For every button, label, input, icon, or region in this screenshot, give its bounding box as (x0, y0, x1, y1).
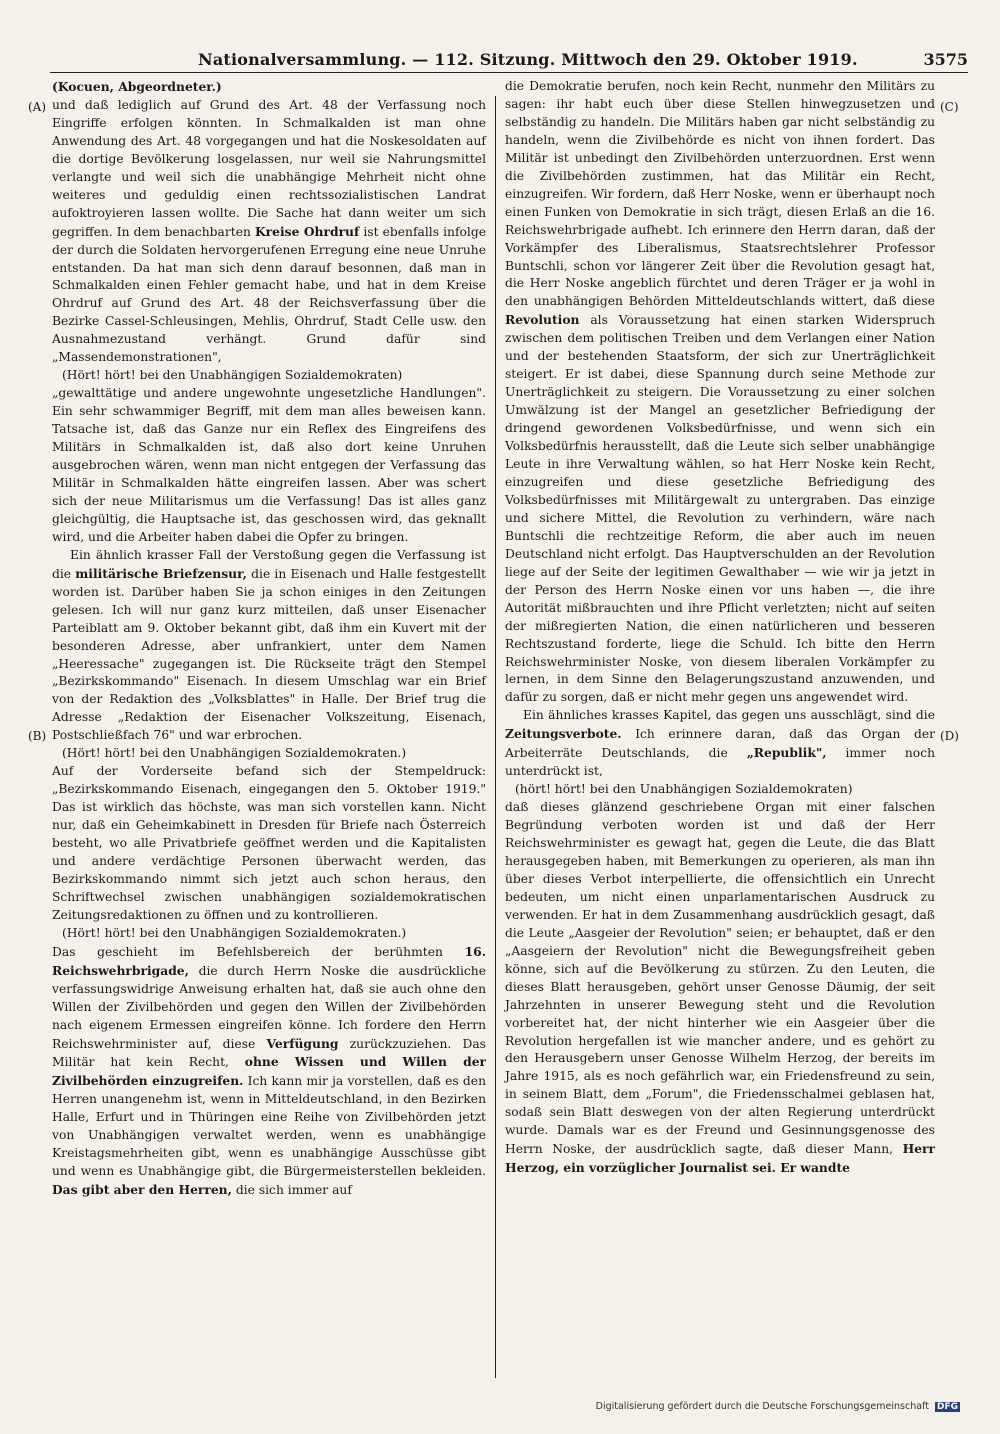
paragraph: und daß lediglich auf Grund des Art. 48 der Verfassung noch Eingriffe erfolgen könnten. In Schmalkalden ist man ohne Anwendung des Art. 48 vorgegangen und hat die Noskesoldaten auf die dortige Bevölkerung losgelassen, nur weil sie Nahrungsmittel verlangte und weil sich die unabhängige Mehrheit nicht ohne weiteres und geduldig einen rechtssozialistischen Landrat aufoktroyieren lassen wollte. Die Sache hat dann weiter um sich gegriffen. In dem benachbarten Kreise Ohrdruf ist ebenfalls infolge der durch die Soldaten hervorgerufenen Erregung eine neue Unruhe entstanden. Da hat man sich denn darauf besonnen, daß man in Schmalkalden einen Fehler gemacht habe, und hat in dem Kreise Ohrdruf auf Grund des Art. 48 der Reichsverfassung über die Bezirke Cassel-Schleusingen, Mehlis, Ohrdruf, Stadt Celle usw. den Ausnahmezustand verhängt. Grund dafür sind „Massendemonstrationen", (52, 97, 486, 365)
paragraph: die Demokratie berufen, noch kein Recht, nunmehr den Militärs zu sagen: ihr habt euch über diese Stellen hinwegzusetzen und selbständig zu handeln. Die Militärs haben gar nicht selbständig zu handeln, wenn die Zivilbehörde es nicht von ihnen fordert. Das Militär ist unbedingt den Zivilbehörden unterzuordnen. Erst wenn die Zivilbehörden zustimmen, hat das Militär ein Recht, einzugreifen. Wir fordern, daß Herr Noske, wenn er überhaupt noch einen Funken von Demokratie in sich trägt, diesen Erlaß an die 16. Reichswehrbrigade aufhebt. Ich erinnere den Herrn daran, daß der Vorkämpfer des Liberalismus, Staatsrechtslehrer Professor Buntschli, schon vor längerer Zeit über die Revolution gesagt hat, die Herr Noske angeblich fürchtet und deren Träger er ja wohl in den unabhängigen Behörden Mitteldeutschlands wittert, daß diese Revolution als Voraussetzung hat einen starken Widerspruch zwischen dem politischen Treiben und dem Verlangen einer Nation und der bestehenden Staatsform, der sich zur Unerträglichkeit steigert. Er ist dabei, diese Spannung durch seine Methode zur Unerträglichkeit zu steigern. Die Voraussetzung zu einer solchen Umwälzung ist der Mangel an gesetzlicher Befriedigung der dringend gewordenen Volksbedürfnisse, und wenn sich ein Volksbedürfnis herausstellt, daß die Leute sich selber unabhängige Leute in ihre Verwaltung wählen, so hat Herr Noske kein Recht, einzugreifen und diese gesetzliche Befriedigung des Volksbedürfnisses mit Militärgewalt zu untergraben. Das einzige und sichere Mittel, die Revolution zu verhindern, wäre nach Buntschli die rechtzeitige Reform, die aber auch im neuen Deutschland nicht erfolgt. Das Hauptverschulden an der Revolution liege auf der Seite der legitimen Gewalthaber — wie wir ja jetzt in der Person des Herrn Noske einen vor uns haben —, die ihre Autorität mißbrauchten und ihre Pflicht verletzten; nicht auf seiten der mißregierten Nation, die einen natürlicheren und besseren Rechtszustand forderte, liege die Schuld. Ich bitte den Herrn Reichswehrminister Noske, von diesem liberalen Vorkämpfer zu lernen, in dem Sinne den Belagerungszustand anzuwenden, und dafür zu sorgen, daß er nicht mehr gegen uns angewendet wird. (505, 79, 935, 705)
paragraph: Auf der Vorderseite befand sich der Stempeldruck: „Bezirkskommando Eisenach, eingegangen den 5. Oktober 1919." Das ist wirklich das höchste, was man sich vorstellen kann. Nicht nur, daß ein Geheimkabinett in Dresden für Briefe nach Österreich besteht, wo alle Privatbriefe geöffnet werden und die Kapitalisten und andere verdächtige Personen überwacht werden, das Bezirkskommando nimmt sich jetzt auch schon heraus, den Schriftwechsel zwischen unabhängigen sozialdemokratischen Zeitungsredaktionen zu öffnen und zu kontrollieren. (52, 764, 486, 922)
paragraph: daß dieses glänzend geschriebene Organ mit einer falschen Begründung verboten worden ist und daß der Herr Reichswehrminister es gewagt hat, gegen die Leute, die das Blatt herausgegeben haben, mit Bemerkungen zu operieren, als man ihn über dieses Verbot interpellierte, die offensichtlich ein Unrecht bedeuten, um nicht einen unparlamentarischen Ausdruck zu verwenden. Er hat in dem Zusammenhang ausdrücklich gesagt, daß die Leute „Aasgeier der Revolution" seien; er behauptet, daß er den „Aasgeiern der Revolution" nicht die Bewegungsfreiheit geben könne, sich auf die Bevölkerung zu stürzen. Zu den Leuten, die dieses Blatt herausgeben, gehört unser Genosse Däumig, der seit Jahrzehnten in unserer Bewegung steht und die Revolution vorbereitet hat, der nicht hinterher wie ein Aasgeier über die Revolution hergefallen ist wie mancher andere, und es gehört zu den Herausgebern unser Genosse Wilhelm Herzog, der bereits im Jahre 1915, als es noch gefährlich war, ein Friedensfreund zu sein, in seinem Blatt, dem „Forum", die Friedensschalmei geblasen hat, sodaß sein Blatt deswegen von der alten Regierung unterdrückt wurde. Damals war es der Freund und Gesinnungsgenosse des Herrn Noske, der ausdrücklich sagte, daß dieser Mann, Herr Herzog, ein vorzüglicher Journalist sei. Er wandte (505, 800, 935, 1176)
interjection: (Hört! hört! bei den Unabhängigen Sozialdemokraten) (62, 368, 403, 383)
header-rule (50, 72, 968, 73)
interjection: (Hört! hört! bei den Unabhängigen Sozialdemokraten.) (62, 925, 407, 940)
margin-label-c: (C) (940, 100, 959, 114)
right-text-column (505, 78, 935, 1178)
paragraph: Das geschieht im Befehlsbereich der berühmten 16. Reichswehrbrigade, die durch Herrn Noske die ausdrückliche verfassungswidrige Anweisung erhalten hat, daß sie auch ohne den Willen der Zivilbehörden und gegen den Willen der Zivilbehörden nach eigenem Ermessen eingreifen könne. Ich fordere den Herrn Reichswehrminister auf, diese Verfügung zurückzuziehen. Das Militär hat kein Recht, ohne Wissen und Willen der Zivilbehörden einzugreifen. Ich kann mir ja vorstellen, daß es den Herren unangenehm ist, wenn in Mitteldeutschland, in den Bezirken Halle, Erfurt und in Thüringen eine Reihe von Zivilbehörden jetzt von Unabhängigen verwaltet werden, wenn es unabhängige Kreistagsmehrheiten gibt, wenn es unabhängige Ausschüsse gibt und wenn es Unabhängige gibt, die Bürgermeisterstellen bekleiden. Das gibt aber den Herren, die sich immer auf (52, 943, 486, 1198)
paragraph: „gewalttätige und andere ungewohnte ungesetzliche Handlungen". Ein sehr schwammiger Begriff, mit dem man alles beweisen kann. Tatsache ist, daß das Ganze nur ein Reflex des Eingreifens des Militärs in Schmalkalden ist, daß also dort keine Unruhen ausgebrochen wären, wenn man nicht entgegen der Verfassung das Militär in Schmalkalden hätte eingreifen lassen. Aber was schert sich der neue Militarismus um die Verfassung! Das ist alles ganz gleichgültig, die Hauptsache ist, das geschossen wird, das geknallt wird, und die Arbeiter haben dabei die Opfer zu bringen. (52, 386, 486, 544)
interjection: (hört! hört! bei den Unabhängigen Sozialdemokraten) (515, 782, 853, 797)
margin-label-d: (D) (940, 729, 959, 743)
paragraph: Ein ähnlich krasser Fall der Verstoßung gegen die Verfassung ist die militärische Briefzensur, die in Eisenach und Halle festgestellt worden ist. Darüber haben Sie ja schon einiges in den Zeitungen gelesen. Ich will nur ganz kurz mitteilen, daß unser Eisenacher Parteiblatt am 9. Oktober bekannt gibt, daß ihm ein Kuvert mit der besonderen Adresse, aber unfrankiert, unter dem Namen „Heeressache" zugegangen ist. Die Rückseite trägt den Stempel „Bezirkskommando" Eisenach. In diesem Umschlag war ein Brief von der Redaktion des „Volksblattes" in Halle. Der Brief trug die Adresse „Redaktion der Eisenacher Volkszeitung, Eisenach, Postschließfach 76" und war erbrochen. (52, 547, 486, 743)
dfg-logo: DFG (936, 1402, 958, 1412)
footer-text: Digitalisierung gefördert durch die Deutsche Forschungsgemeinschaft (595, 1401, 929, 1412)
margin-label-b: (B) (28, 729, 47, 743)
left-text-column (52, 78, 486, 1200)
speaker-label: (Kocuen, Abgeordneter.) (52, 79, 222, 94)
interjection: (Hört! hört! bei den Unabhängigen Sozialdemokraten.) (62, 746, 407, 761)
page-number: 3575 (923, 50, 968, 69)
page-header-title: Nationalversammlung. — 112. Sitzung. Mittwoch den 29. Oktober 1919. (198, 50, 858, 69)
margin-label-a: (A) (28, 100, 47, 114)
paragraph: Ein ähnliches krasses Kapitel, das gegen uns ausschlägt, sind die Zeitungsverbote. Ich erinnere daran, daß das Organ der Arbeiterräte Deutschlands, die „Republik", immer noch unterdrückt ist, (505, 708, 935, 779)
column-divider (495, 96, 496, 1378)
footer-credit (596, 1401, 960, 1412)
